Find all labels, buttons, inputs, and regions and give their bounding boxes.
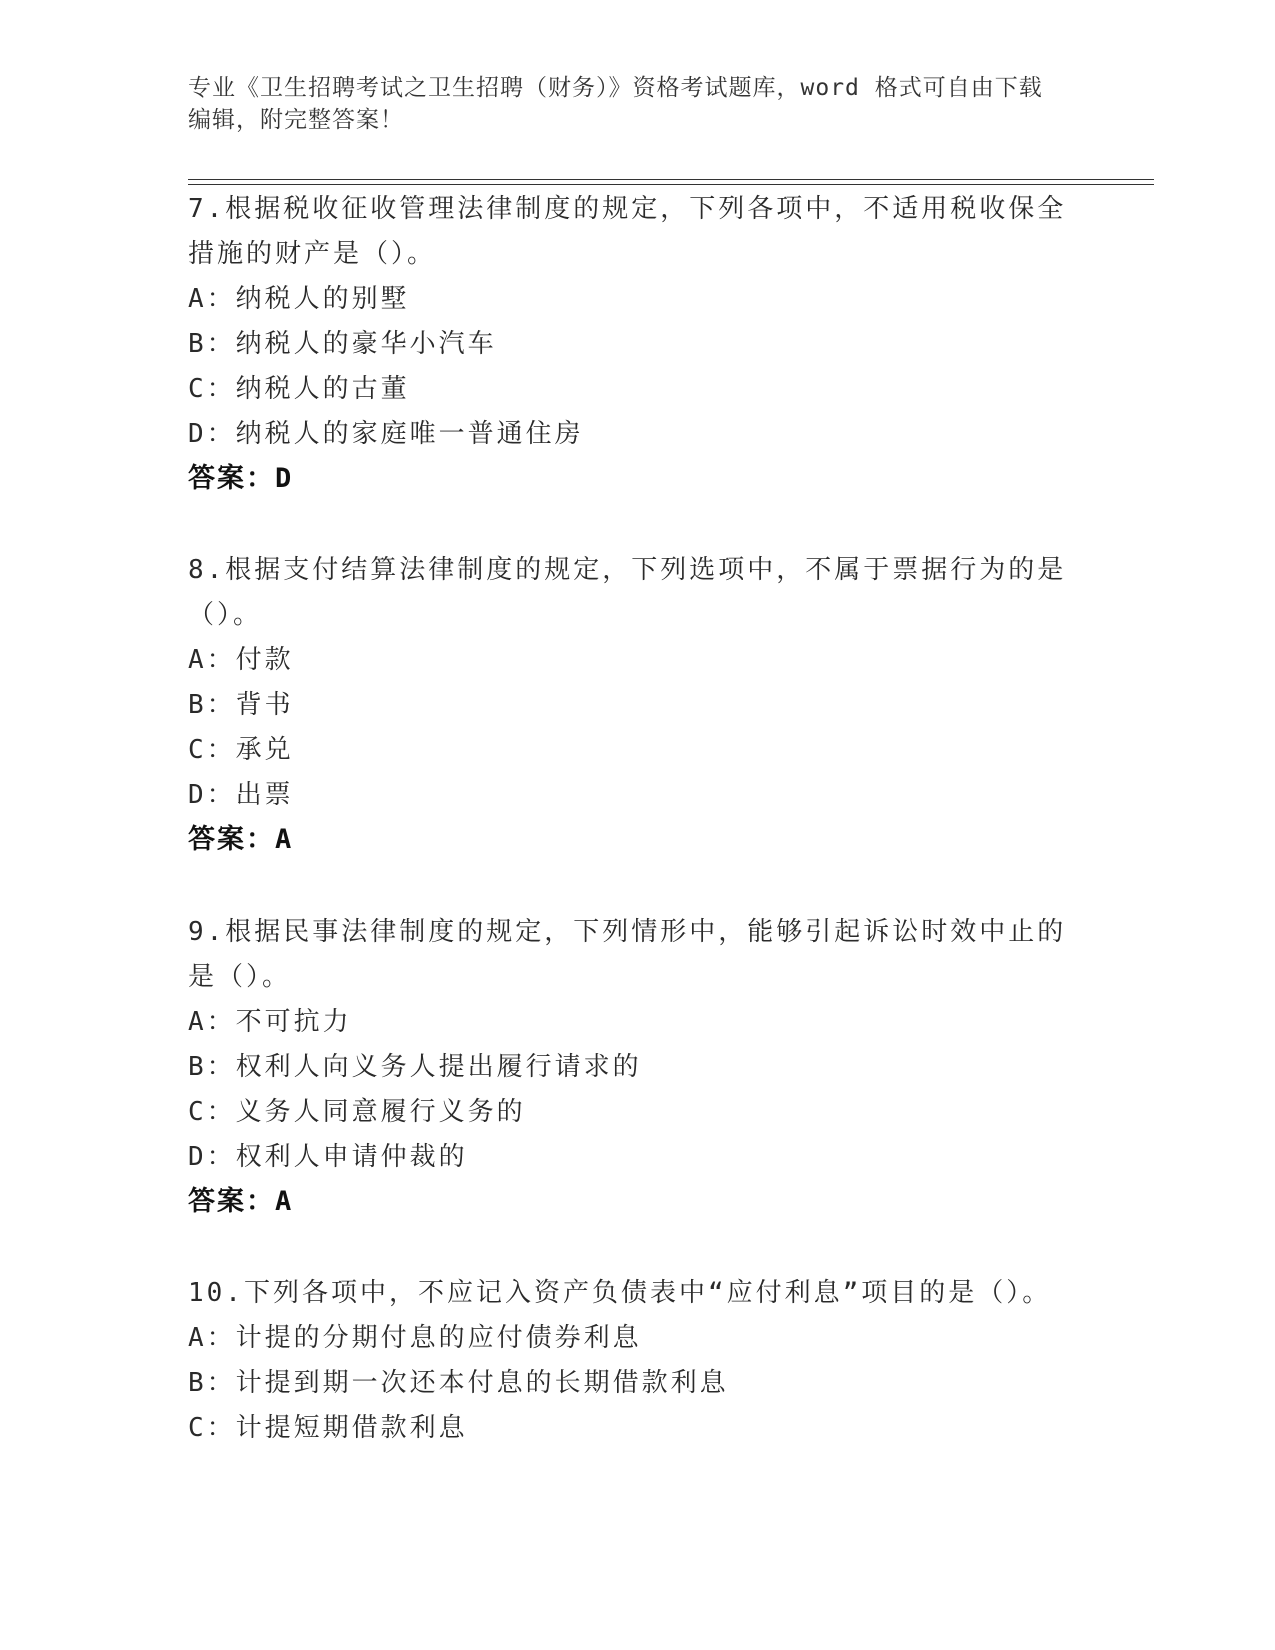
- option-a: A：付款: [188, 645, 294, 675]
- option-d: D：纳税人的家庭唯一普通住房: [188, 419, 584, 449]
- option-b: B：计提到期一次还本付息的长期借款利息: [188, 1368, 729, 1398]
- question-stem-line-2: 措施的财产是（）。: [188, 239, 437, 269]
- answer: 答案：A: [188, 1186, 294, 1217]
- option-b: B：纳税人的豪华小汽车: [188, 329, 497, 359]
- document-header: [188, 72, 1068, 136]
- header-line-1: 专业《卫生招聘考试之卫生招聘（财务）》资格考试题库，word 格式可自由下载: [188, 75, 1043, 101]
- question-stem-line-1: 8.根据支付结算法律制度的规定，下列选项中，不属于票据行为的是: [188, 555, 1067, 585]
- question-stem-line-2: 是（）。: [188, 962, 292, 992]
- option-a: A：计提的分期付息的应付债券利息: [188, 1323, 642, 1353]
- header-line-2: 编辑，附完整答案！: [188, 107, 404, 133]
- answer: 答案：A: [188, 824, 294, 855]
- option-c: C：纳税人的古董: [188, 374, 410, 404]
- option-c: C：承兑: [188, 735, 294, 765]
- option-d: D：出票: [188, 780, 294, 810]
- option-b: B：权利人向义务人提出履行请求的: [188, 1052, 642, 1082]
- option-d: D：权利人申请仲裁的: [188, 1142, 468, 1172]
- header-divider-top: [188, 179, 1154, 180]
- question-stem-line-2: （）。: [188, 600, 263, 630]
- question-stem-line-1: 7.根据税收征收管理法律制度的规定，下列各项中，不适用税收保全: [188, 194, 1067, 224]
- option-a: A：不可抗力: [188, 1007, 352, 1037]
- option-c: C：计提短期借款利息: [188, 1413, 468, 1443]
- option-b: B：背书: [188, 690, 294, 720]
- question-stem-line-1: 10.下列各项中，不应记入资产负债表中“应付利息”项目的是（）。: [188, 1278, 1052, 1308]
- header-divider-bottom: [188, 184, 1154, 185]
- option-a: A：纳税人的别墅: [188, 284, 410, 314]
- answer: 答案：D: [188, 463, 294, 494]
- option-c: C：义务人同意履行义务的: [188, 1097, 526, 1127]
- question-stem-line-1: 9.根据民事法律制度的规定，下列情形中，能够引起诉讼时效中止的: [188, 917, 1067, 947]
